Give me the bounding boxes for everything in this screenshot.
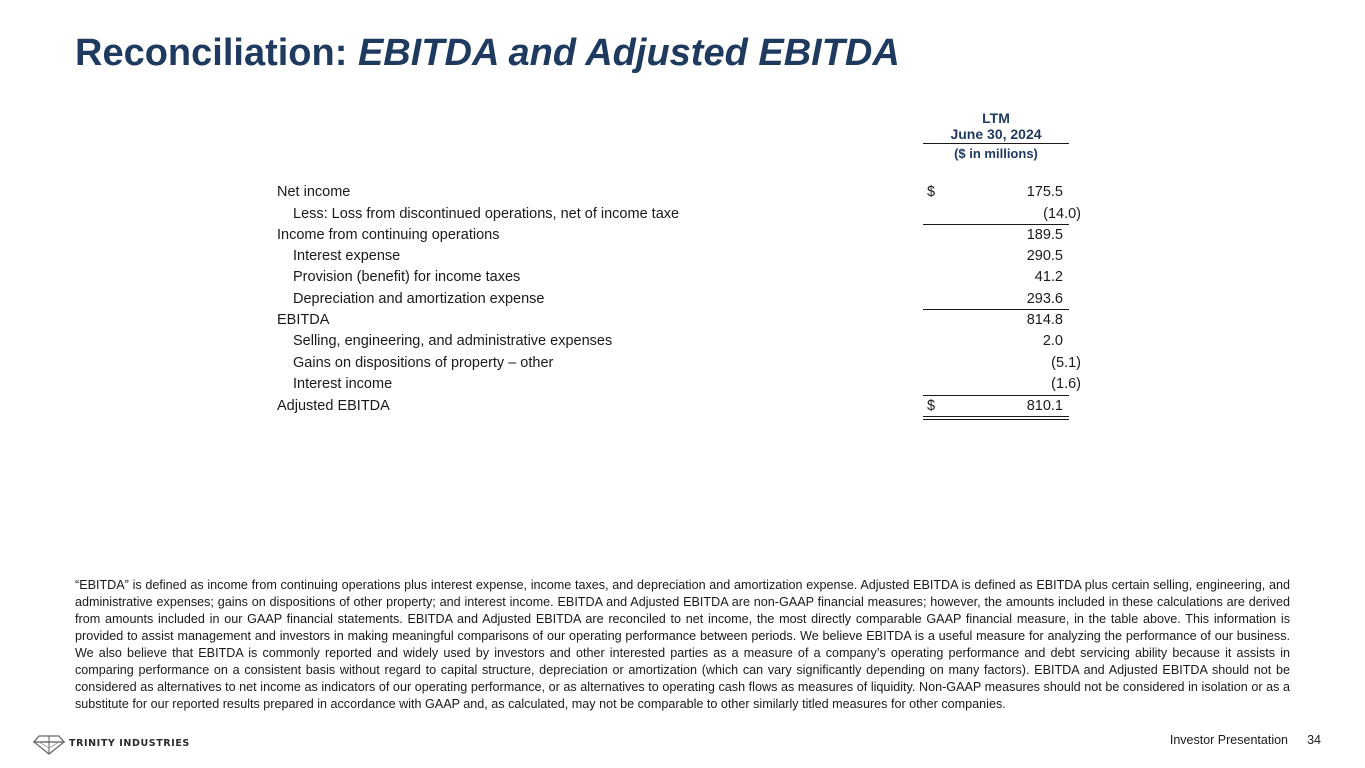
row-label: Adjusted EBITDA bbox=[277, 398, 390, 414]
table-row-interest-income bbox=[0, 374, 1365, 395]
row-value: (5.1) bbox=[1051, 355, 1081, 371]
logo-text: TRINITY INDUSTRIES bbox=[69, 738, 190, 749]
table-row-discontinued-ops bbox=[0, 204, 1365, 225]
row-label: Depreciation and amortization expense bbox=[293, 291, 545, 307]
table-row-ebitda bbox=[0, 310, 1365, 331]
page-title bbox=[75, 32, 900, 75]
total-top-rule bbox=[923, 395, 1069, 396]
column-header-units: ($ in millions) bbox=[954, 146, 1038, 161]
table-row-depreciation bbox=[0, 289, 1365, 310]
column-header-date: June 30, 2024 bbox=[923, 126, 1069, 144]
row-label: Interest expense bbox=[293, 248, 401, 264]
table-row-sea-expenses bbox=[0, 331, 1365, 352]
row-label: Gains on dispositions of property – other bbox=[293, 355, 554, 371]
row-value: 41.2 bbox=[1034, 269, 1063, 285]
row-label: Less: Loss from discontinued operations, net of income taxe bbox=[293, 206, 680, 222]
row-dollar-sign: $ bbox=[927, 184, 936, 200]
footer-label: Investor Presentation bbox=[1169, 733, 1288, 747]
row-label: Selling, engineering, and administrative expenses bbox=[293, 333, 613, 349]
title-main: Reconciliation: bbox=[75, 32, 348, 74]
table-row-income-taxes bbox=[0, 267, 1365, 288]
company-logo bbox=[33, 733, 193, 755]
row-value: (1.6) bbox=[1051, 376, 1081, 392]
row-label: Net income bbox=[277, 184, 351, 200]
total-double-rule bbox=[923, 416, 1069, 420]
table-row-continuing-ops bbox=[0, 225, 1365, 246]
row-label: Provision (benefit) for income taxes bbox=[293, 269, 521, 285]
row-value: 175.5 bbox=[1026, 184, 1063, 200]
footnote: “EBITDA” is defined as income from continuing operations plus interest expense, income taxes, and depreciation and amortization expense. Adjusted EBITDA is defined as EBITDA plus certain selling, engineering, and administrative expenses; gains on dispositions of other property; and interest income. EBITDA and Adjusted EBITDA are non-GAAP financial measures; however, the amounts included in these calculations are derived from amounts included in our GAAP financial statements. EBITDA and Adjusted EBITDA are reconciled to net income, the most directly comparable GAAP financial measure, in the table above. This information is provided to assist management and investors in making meaningful comparisons of our operating performance between periods. We believe EBITDA is a useful measure for analyzing the performance of our business. We also believe that EBITDA is commonly reported and widely used by investors and other interested parties as a measure of a company’s operating performance and debt servicing ability because it assists in comparing performance on a consistent basis without regard to capital structure, depreciation or amortization (which can vary significantly depending on many factors). EBITDA and Adjusted EBITDA should not be considered as alternatives to net income as indicators of our operating performance, or as alternatives to operating cash flows as measures of liquidity. Non-GAAP measures should not be considered in isolation or as a substitute for our reported results prepared in accordance with GAAP and, as calculated, may not be comparable to other similarly titled measures for other companies. bbox=[75, 578, 1290, 711]
row-value: 293.6 bbox=[1026, 291, 1063, 307]
column-header-period: LTM bbox=[982, 110, 1010, 126]
table-row-net-income bbox=[0, 182, 1365, 203]
row-label: EBITDA bbox=[277, 312, 330, 328]
row-value: 810.1 bbox=[1026, 398, 1063, 414]
title-emphasis: EBITDA and Adjusted EBITDA bbox=[357, 32, 900, 74]
row-value: 2.0 bbox=[1042, 333, 1063, 349]
row-value: 189.5 bbox=[1026, 227, 1063, 243]
row-label: Income from continuing operations bbox=[277, 227, 500, 243]
row-dollar-sign: $ bbox=[927, 398, 936, 414]
table-row-adjusted-ebitda bbox=[0, 396, 1365, 417]
trinity-logo-icon bbox=[33, 733, 65, 755]
table-row-interest-expense bbox=[0, 246, 1365, 267]
row-value: 290.5 bbox=[1026, 248, 1063, 264]
page-number: 34 bbox=[1307, 733, 1321, 747]
row-value: (14.0) bbox=[1043, 206, 1081, 222]
table-row-gains-dispositions bbox=[0, 353, 1365, 374]
row-label: Interest income bbox=[293, 376, 393, 392]
row-value: 814.8 bbox=[1026, 312, 1063, 328]
